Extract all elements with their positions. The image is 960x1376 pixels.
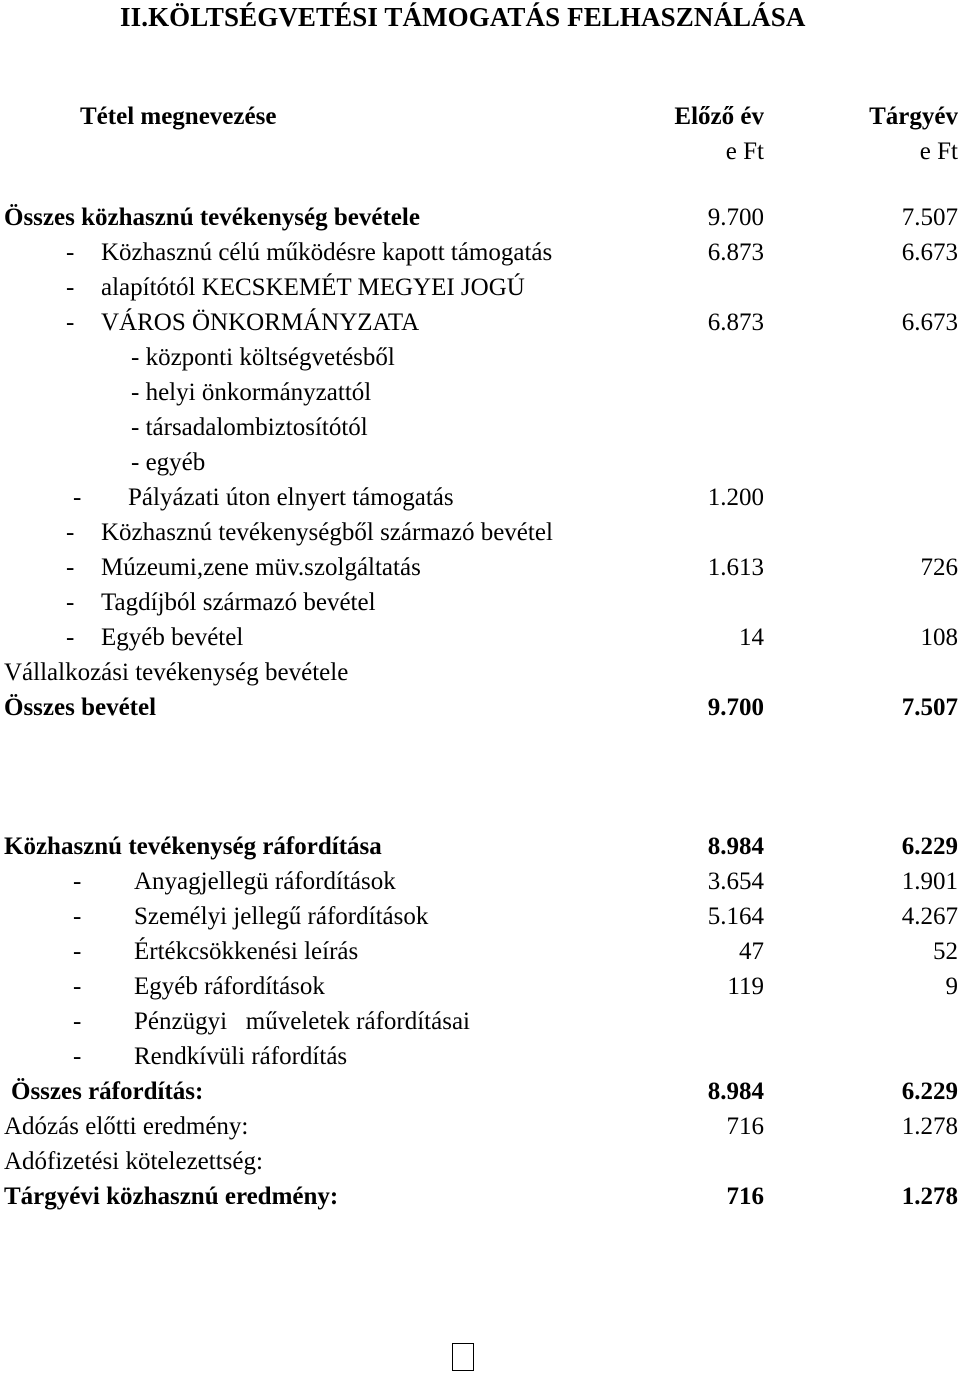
result-row-tax-liability xyxy=(0,1148,960,1183)
empty-box-glyph xyxy=(452,1343,474,1371)
income-row-other-source xyxy=(0,449,960,484)
row-label: Anyagjellegü ráfordítások xyxy=(134,868,396,895)
row-dash: - xyxy=(73,938,82,965)
row-dash: - xyxy=(66,624,75,651)
row-label: Személyi jellegű ráfordítások xyxy=(134,903,429,930)
row-label: Adózás előtti eredmény: xyxy=(4,1113,249,1140)
row-value-curr: 52 xyxy=(933,938,958,965)
column-header-current-year: Tárgyév xyxy=(869,103,958,130)
row-value-curr: 6.673 xyxy=(901,309,958,336)
row-value-prev: 9.700 xyxy=(707,204,764,231)
column-unit-current-year: e Ft xyxy=(919,138,958,165)
row-value-prev: 47 xyxy=(739,938,764,965)
income-row-central-budget xyxy=(0,344,960,379)
row-value-curr: 1.901 xyxy=(901,868,958,895)
row-label: Vállalkozási tevékenység bevétele xyxy=(4,659,349,686)
row-value-curr: 7.507 xyxy=(901,204,958,231)
row-value-prev: 8.984 xyxy=(707,833,764,860)
row-dash: - xyxy=(66,274,75,301)
row-value-curr: 1.278 xyxy=(901,1113,958,1140)
row-label: Összes bevétel xyxy=(4,694,157,721)
row-label: Múzeumi,zene müv.szolgáltatás xyxy=(101,554,421,581)
expense-row-total xyxy=(0,1078,960,1113)
row-value-prev: 3.654 xyxy=(707,868,764,895)
row-label: Összes ráfordítás: xyxy=(11,1078,204,1105)
row-label: Tagdíjból származó bevétel xyxy=(101,589,376,616)
expense-row-personnel xyxy=(0,903,960,938)
row-dash: - xyxy=(73,1008,82,1035)
row-label: - egyéb xyxy=(131,449,206,476)
row-value-curr: 6.229 xyxy=(901,833,958,860)
row-label: Közhasznú tevékenységből származó bevétel xyxy=(101,519,553,546)
row-dash: - xyxy=(66,519,75,546)
row-value-curr: 6.673 xyxy=(901,239,958,266)
document-title: II.KÖLTSÉGVETÉSI TÁMOGATÁS FELHASZNÁLÁSA xyxy=(120,2,806,32)
row-label: Tárgyévi közhasznú eredmény: xyxy=(4,1183,339,1210)
row-value-prev: 9.700 xyxy=(707,694,764,721)
result-row-pretax xyxy=(0,1113,960,1148)
row-dash: - xyxy=(66,309,75,336)
income-row-grant xyxy=(0,484,960,519)
row-label: Értékcsökkenési leírás xyxy=(134,938,359,965)
row-dash: - xyxy=(73,1043,82,1070)
row-value-prev: 14 xyxy=(739,624,764,651)
row-label: Egyéb bevétel xyxy=(101,624,244,651)
column-unit-prev-year: e Ft xyxy=(725,138,764,165)
row-value-prev: 8.984 xyxy=(707,1078,764,1105)
income-row-local-government xyxy=(0,379,960,414)
income-row-operational-support xyxy=(0,239,960,274)
row-dash: - xyxy=(66,239,75,266)
income-row-social-insurance xyxy=(0,414,960,449)
income-row-other-revenue xyxy=(0,624,960,659)
row-dash: - xyxy=(66,554,75,581)
row-label: Adófizetési kötelezettség: xyxy=(4,1148,263,1175)
row-label: VÁROS ÖNKORMÁNYZATA xyxy=(101,309,420,336)
row-value-curr: 4.267 xyxy=(901,903,958,930)
row-dash: - xyxy=(73,868,82,895)
income-row-total-public-benefit xyxy=(0,204,960,239)
row-label: Összes közhasznú tevékenység bevétele xyxy=(4,204,420,231)
column-header-item-name: Tétel megnevezése xyxy=(80,103,277,130)
expense-row-depreciation xyxy=(0,938,960,973)
row-dash: - xyxy=(73,484,82,511)
row-value-prev: 716 xyxy=(726,1113,764,1140)
row-label: Pénzügyi műveletek ráfordításai xyxy=(134,1008,470,1035)
income-row-total xyxy=(0,694,960,729)
expense-row-other xyxy=(0,973,960,1008)
row-label: - központi költségvetésből xyxy=(131,344,395,371)
income-row-city-government xyxy=(0,309,960,344)
row-label: alapítótól KECSKEMÉT MEGYEI JOGÚ xyxy=(101,274,525,301)
row-dash: - xyxy=(66,589,75,616)
row-label: - társadalombiztosítótól xyxy=(131,414,368,441)
row-label: Egyéb ráfordítások xyxy=(134,973,325,1000)
income-row-business-revenue xyxy=(0,659,960,694)
row-value-prev: 5.164 xyxy=(707,903,764,930)
row-value-curr: 108 xyxy=(920,624,958,651)
row-value-curr: 1.278 xyxy=(901,1183,958,1210)
row-value-prev: 1.613 xyxy=(707,554,764,581)
row-value-prev: 6.873 xyxy=(707,239,764,266)
row-value-prev: 1.200 xyxy=(707,484,764,511)
row-label: Pályázati úton elnyert támogatás xyxy=(128,484,454,511)
row-value-prev: 6.873 xyxy=(707,309,764,336)
row-value-curr: 6.229 xyxy=(901,1078,958,1105)
row-label: Rendkívüli ráfordítás xyxy=(134,1043,348,1070)
row-value-curr: 726 xyxy=(920,554,958,581)
row-label: Közhasznú tevékenység ráfordítása xyxy=(4,833,382,860)
income-row-founder xyxy=(0,274,960,309)
expense-row-material xyxy=(0,868,960,903)
expense-row-extraordinary xyxy=(0,1043,960,1078)
income-row-activity-revenue xyxy=(0,519,960,554)
row-label: - helyi önkormányzattól xyxy=(131,379,372,406)
row-value-prev: 716 xyxy=(726,1183,764,1210)
row-value-prev: 119 xyxy=(727,973,764,1000)
row-dash: - xyxy=(73,903,82,930)
row-value-curr: 9 xyxy=(945,973,958,1000)
income-row-museum-services xyxy=(0,554,960,589)
income-row-membership-fees xyxy=(0,589,960,624)
row-dash: - xyxy=(73,973,82,1000)
expense-row-public-benefit-costs xyxy=(0,833,960,868)
result-row-net-result xyxy=(0,1183,960,1218)
column-header-prev-year: Előző év xyxy=(674,103,764,130)
row-value-curr: 7.507 xyxy=(901,694,958,721)
row-label: Közhasznú célú működésre kapott támogatás xyxy=(101,239,553,266)
expense-row-financial xyxy=(0,1008,960,1043)
